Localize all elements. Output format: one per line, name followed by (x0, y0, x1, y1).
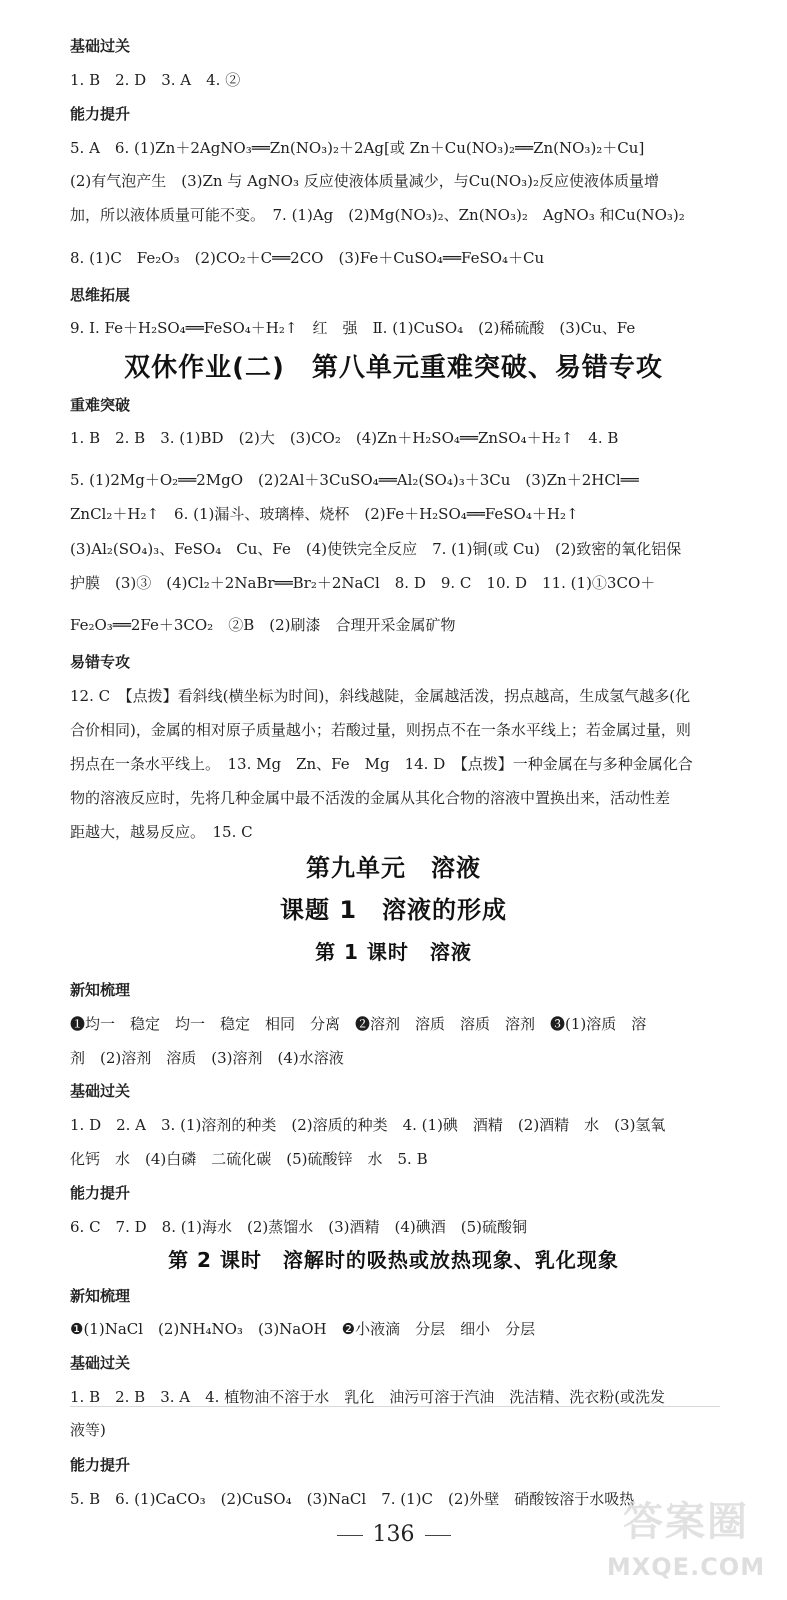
answer-line: (2)有气泡产生 (3)Zn 与 AgNO₃ 反应使液体质量减少，与Cu(NO₃)₂反应使液体质量增 (70, 172, 660, 190)
answer-line: 化钙 水 (4)白磷 二硫化碳 (5)硫酸锌 水 5. B (70, 1150, 428, 1168)
answer-line: Fe₂O₃══2Fe＋3CO₂ ②B (2)刷漆 合理开采金属矿物 (70, 616, 456, 634)
answer-line: 1. B 2. D 3. A 4. ② (70, 71, 241, 89)
section-ability-2: 能力提升 (70, 1184, 131, 1202)
answer-line: 6. C 7. D 8. (1)海水 (2)蒸馏水 (3)酒精 (4)碘酒 (5)硫酸铜 (70, 1218, 527, 1236)
answer-line: ❶均一 稳定 均一 稳定 相同 分离 ❷溶剂 溶质 溶质 溶剂 ❸(1)溶质 溶 (70, 1015, 647, 1033)
answer-line: 液等) (70, 1421, 106, 1439)
answer-line: 1. D 2. A 3. (1)溶剂的种类 (2)溶质的种类 4. (1)碘 酒精 (2)酒精 水 (3)氢氧 (70, 1116, 666, 1134)
answer-line: ❶(1)NaCl (2)NH₄NO₃ (3)NaOH ❷小液滴 分层 细小 分层 (70, 1320, 536, 1338)
heading-period-one: 第 1 课时 溶液 (315, 940, 472, 964)
answer-line: 剂 (2)溶剂 溶质 (3)溶剂 (4)水溶液 (70, 1049, 344, 1067)
section-extension: 思维拓展 (70, 286, 131, 304)
answer-line: 加，所以液体质量可能不变。 7. (1)Ag (2)Mg(NO₃)₂、Zn(NO₃)₂ AgNO₃ 和Cu(NO₃)₂ (70, 206, 685, 224)
watermark-url: MXQE.COM (606, 1553, 766, 1581)
answer-line: (3)Al₂(SO₄)₃、FeSO₄ Cu、Fe (4)使铁完全反应 7. (1)铜(或 Cu) (2)致密的氧化铝保 (70, 540, 682, 558)
answer-line: 护膜 (3)③ (4)Cl₂＋2NaBr══Br₂＋2NaCl 8. D 9. C 10. D 11. (1)①3CO＋ (70, 574, 656, 592)
answer-line: 合价相同)，金属的相对原子质量越小；若酸过量，则拐点不在一条水平线上；若金属过量，则 (70, 721, 691, 739)
answer-line: ZnCl₂＋H₂↑ 6. (1)漏斗、玻璃棒、烧杯 (2)Fe＋H₂SO₄══FeSO₄＋H₂↑ (70, 505, 579, 523)
answer-line: 8. (1)C Fe₂O₃ (2)CO₂＋C══2CO (3)Fe＋CuSO₄══FeSO₄＋Cu (70, 249, 545, 267)
answer-line: 5. A 6. (1)Zn＋2AgNO₃══Zn(NO₃)₂＋2Ag[或 Zn＋Cu(NO₃)₂══Zn(NO₃)₂＋Cu] (70, 139, 645, 157)
watermark-logo: 答案圈 (623, 1499, 749, 1545)
section-ability-1: 能力提升 (70, 105, 131, 123)
section-error-prone: 易错专攻 (70, 653, 131, 671)
heading-double-homework: 双休作业(二) 第八单元重难突破、易错专攻 (124, 353, 663, 383)
divider (70, 1406, 720, 1407)
watermark (596, 1492, 776, 1596)
page-number-text: 136 (372, 1522, 415, 1547)
section-ability-3: 能力提升 (70, 1456, 131, 1474)
answer-line: 距越大，越易反应。 15. C (70, 823, 253, 841)
answer-line: 5. (1)2Mg＋O₂══2MgO (2)2Al＋3CuSO₄══Al₂(SO₄)₃＋3Cu (3)Zn＋2HCl══ (70, 471, 639, 489)
section-new-knowledge-2: 新知梳理 (70, 1287, 131, 1305)
heading-lesson-one: 课题 1 溶液的形成 (279, 896, 508, 924)
page-number-dash (337, 1535, 363, 1536)
answer-line: 1. B 2. B 3. A 4. 植物油不溶于水 乳化 油污可溶于汽油 洗洁精、洗衣粉(或洗发 (70, 1388, 666, 1406)
answer-line: 12. C 【点拨】看斜线(横坐标为时间)，斜线越陡，金属越活泼，拐点越高，生成氢气越多(化 (70, 687, 691, 705)
section-basic-1: 基础过关 (70, 37, 131, 55)
section-key-difficulty: 重难突破 (70, 396, 131, 414)
answer-line: 5. B 6. (1)CaCO₃ (2)CuSO₄ (3)NaCl 7. (1)C (2)外壁 硝酸铵溶于水吸热 (70, 1490, 635, 1508)
answer-line: 物的溶液反应时，先将几种金属中最不活泼的金属从其化合物的溶液中置换出来，活动性差 (70, 789, 671, 807)
page-number-dash (425, 1535, 451, 1536)
answer-line: 9. Ⅰ. Fe＋H₂SO₄══FeSO₄＋H₂↑ 红 强 Ⅱ. (1)CuSO₄ (2)稀硫酸 (3)Cu、Fe (70, 319, 636, 337)
answer-line: 拐点在一条水平线上。 13. Mg Zn、Fe Mg 14. D 【点拨】一种金属在与多种金属化合 (70, 755, 693, 773)
section-new-knowledge-1: 新知梳理 (70, 981, 131, 999)
section-basic-3: 基础过关 (70, 1354, 131, 1372)
section-basic-2: 基础过关 (70, 1082, 131, 1100)
answer-line: 1. B 2. B 3. (1)BD (2)大 (3)CO₂ (4)Zn＋H₂SO₄══ZnSO₄＋H₂↑ 4. B (70, 429, 619, 447)
heading-period-two: 第 2 课时 溶解时的吸热或放热现象、乳化现象 (168, 1248, 619, 1272)
heading-unit-nine: 第九单元 溶液 (306, 854, 481, 882)
